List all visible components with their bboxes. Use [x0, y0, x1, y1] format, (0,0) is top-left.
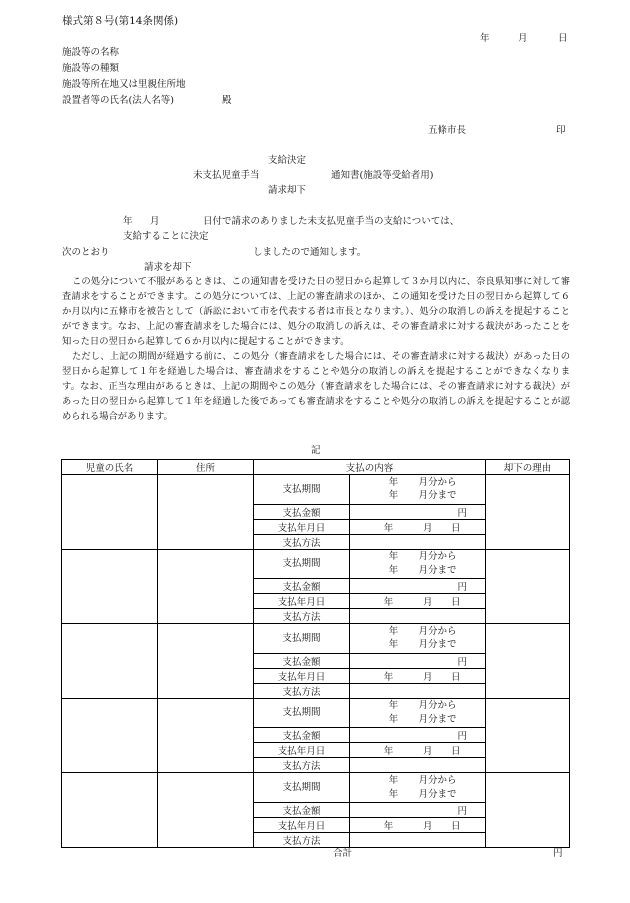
pay-year: 年: [383, 820, 394, 832]
title-subject: 未支払児童手当: [193, 170, 260, 181]
title-doc-type: 通知書(施設等受給者用): [331, 170, 434, 181]
period-from-year: 年: [388, 476, 399, 488]
notice-suffix: しましたので通知します。: [253, 247, 367, 258]
period-value: [350, 624, 486, 654]
period-from-year: 年: [388, 625, 399, 637]
pay-year: 年: [383, 522, 394, 534]
pay-day: 日: [450, 820, 461, 832]
table-row: [62, 698, 570, 728]
pay-year: 年: [383, 746, 394, 758]
address-cell: [158, 698, 254, 773]
address-cell: [158, 549, 254, 624]
period-from-month: 月分から: [418, 551, 457, 563]
date-month: 月: [518, 33, 528, 44]
period-from-year: 年: [388, 551, 399, 563]
child-name-cell: [62, 698, 158, 773]
address-cell: [158, 624, 254, 699]
total-unit: 円: [553, 848, 563, 859]
child-name-cell: [62, 773, 158, 848]
date-day: 日: [558, 33, 568, 44]
title-option-approve: 支給決定: [268, 155, 307, 166]
period-from-year: 年: [388, 700, 399, 712]
table-row: [62, 475, 570, 505]
date-value: [350, 817, 486, 832]
period-label: 支払期間: [254, 624, 350, 654]
ref-year: 年: [123, 216, 133, 227]
pay-month: 月: [422, 671, 433, 683]
method-value: [350, 609, 486, 624]
pay-day: 日: [450, 597, 461, 609]
amount-value: [350, 802, 486, 817]
period-to-year: 年: [388, 639, 399, 651]
period-value: [350, 698, 486, 728]
child-name-cell: [62, 624, 158, 699]
period-label: 支払期間: [254, 773, 350, 803]
table-row: [62, 549, 570, 579]
amount-label: 支払金額: [254, 802, 350, 817]
method-value: [350, 683, 486, 698]
period-label: 支払期間: [254, 698, 350, 728]
table-row: [62, 773, 570, 803]
period-to-year: 年: [388, 490, 399, 502]
form-number: 様式第８号(第14条関係): [62, 15, 179, 27]
amount-label: 支払金額: [254, 653, 350, 668]
option-decided: 支給することに決定: [123, 231, 209, 242]
option-rejected: 請求を却下: [144, 262, 192, 273]
period-to-year: 年: [388, 714, 399, 726]
pay-year: 年: [383, 597, 394, 609]
method-label: 支払方法: [254, 832, 350, 847]
period-to-year: 年: [388, 564, 399, 576]
period-from-month: 月分から: [418, 700, 457, 712]
period-to-year: 年: [388, 788, 399, 800]
method-value: [350, 758, 486, 773]
pay-month: 月: [422, 597, 433, 609]
ref-month: 月: [150, 216, 160, 227]
pay-day: 日: [450, 522, 461, 534]
header-address: 住所: [158, 460, 254, 475]
table-row: [62, 624, 570, 654]
facility-type-label: 施設等の種類: [62, 63, 120, 74]
date-year: 年: [480, 33, 490, 44]
amount-yen: 円: [457, 805, 468, 817]
method-label: 支払方法: [254, 758, 350, 773]
honorific: 殿: [222, 95, 232, 106]
method-label: 支払方法: [254, 609, 350, 624]
amount-value: [350, 579, 486, 594]
pay-month: 月: [422, 522, 433, 534]
period-value: [350, 549, 486, 579]
address-cell: [158, 773, 254, 848]
facility-name-label: 施設等の名称: [62, 47, 120, 58]
date-label: 支払年月日: [254, 743, 350, 758]
period-value: [350, 773, 486, 803]
total-label: 合計: [333, 848, 353, 859]
amount-label: 支払金額: [254, 579, 350, 594]
pay-month: 月: [422, 746, 433, 758]
payment-table: [61, 459, 570, 848]
amount-label: 支払金額: [254, 728, 350, 743]
period-value: [350, 475, 486, 505]
table-header-row: [62, 460, 570, 475]
amount-label: 支払金額: [254, 504, 350, 519]
period-label: 支払期間: [254, 475, 350, 505]
amount-yen: 円: [457, 507, 468, 519]
amount-value: [350, 728, 486, 743]
pay-month: 月: [422, 820, 433, 832]
rejection-reason-cell: [486, 773, 570, 848]
table-heading: 記: [311, 445, 321, 456]
address-cell: [158, 475, 254, 550]
date-label: 支払年月日: [254, 519, 350, 534]
notice-prefix: 次のとおり: [62, 247, 110, 258]
period-label: 支払期間: [254, 549, 350, 579]
date-value: [350, 519, 486, 534]
period-to-month: 月分まで: [418, 788, 457, 800]
period-from-year: 年: [388, 775, 399, 787]
method-value: [350, 832, 486, 847]
appeal-paragraph-2: ただし、上記の期間が経過する前に、この処分（審査請求をした場合には、その審査請求に対する裁決）があった日の翌日から起算して１年を経過した場合は、審査請求をすることや処分の取消しの訴えを提起することができなくなります。なお、正当な理由があるときは、上記の期間やこの処分（審査請求をした場合には、その審査請求に対する裁決）があった日の翌日から起算して１年を経過した後であっても審査請求をすることや処分の取消しの訴えを提起することが認められる場合があります。: [62, 351, 570, 422]
date-label: 支払年月日: [254, 817, 350, 832]
method-label: 支払方法: [254, 683, 350, 698]
amount-value: [350, 653, 486, 668]
date-label: 支払年月日: [254, 668, 350, 683]
method-value: [350, 534, 486, 549]
method-label: 支払方法: [254, 534, 350, 549]
child-name-cell: [62, 549, 158, 624]
amount-yen: 円: [457, 656, 468, 668]
period-to-month: 月分まで: [418, 714, 457, 726]
rejection-reason-cell: [486, 698, 570, 773]
pay-day: 日: [450, 746, 461, 758]
rejection-reason-cell: [486, 549, 570, 624]
pay-year: 年: [383, 671, 394, 683]
pay-day: 日: [450, 671, 461, 683]
rejection-reason-cell: [486, 624, 570, 699]
founder-label: 設置者等の氏名(法人名等): [62, 95, 174, 106]
date-value: [350, 668, 486, 683]
rejection-reason-cell: [486, 475, 570, 550]
appeal-paragraph-1: この処分について不服があるときは、この通知書を受けた日の翌日から起算して３か月以内に、奈良県知事に対して審査請求をすることができます。この処分については、上記の審査請求のほか、この通知を受けた日の翌日から起算して６か月以内に五條市を被告として（訴訟において市を代表する者は市長となります。）、処分の取消しの訴えを提起することができます。なお、上記の審査請求をした場合には、処分の取消しの訴えは、その審査請求に対する裁決があったことを知った日の翌日から起算して６か月以内に提起することができます。: [62, 276, 570, 347]
date-label: 支払年月日: [254, 594, 350, 609]
period-from-month: 月分から: [418, 775, 457, 787]
seal-mark: 印: [556, 125, 566, 136]
date-value: [350, 743, 486, 758]
period-to-month: 月分まで: [418, 639, 457, 651]
period-to-month: 月分まで: [418, 564, 457, 576]
facility-address-label: 施設等所在地又は里親住所地: [62, 79, 186, 90]
amount-yen: 円: [457, 731, 468, 743]
header-child-name: 児童の氏名: [62, 460, 158, 475]
date-value: [350, 594, 486, 609]
amount-value: [350, 504, 486, 519]
period-from-month: 月分から: [418, 476, 457, 488]
ref-text: 日付で請求のありました未支払児童手当の支給については、: [203, 216, 460, 227]
header-rejection-reason: 却下の理由: [486, 460, 570, 475]
title-option-reject: 請求却下: [268, 185, 307, 196]
amount-yen: 円: [457, 582, 468, 594]
header-payment-content: 支払の内容: [254, 460, 486, 475]
period-to-month: 月分まで: [418, 490, 457, 502]
period-from-month: 月分から: [418, 625, 457, 637]
child-name-cell: [62, 475, 158, 550]
issuer-title: 五條市長: [428, 125, 467, 136]
